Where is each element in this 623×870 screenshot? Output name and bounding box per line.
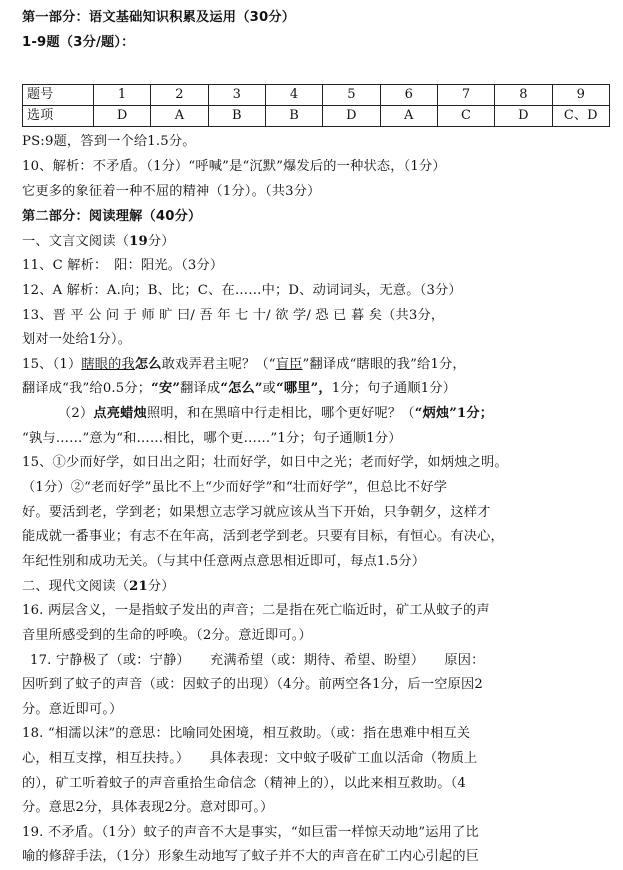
ps-note: PS:9题，答到一个给1.5分。 [22, 134, 196, 149]
table-cell: 9 [552, 85, 609, 106]
table-cell: 2 [151, 85, 208, 106]
table-cell: D [94, 106, 151, 127]
q17-line: 17. 宁静极了（或：宁静） 充满希望（或：期待、希望、盼望） 原因： [30, 653, 485, 668]
q15-part2-line: （2）点亮蜡烛照明，和在黑暗中行走相比，哪个更好呢？（“炳烛”1分； [58, 406, 494, 421]
q10-line: 10、解析：不矛盾。（1分）“呼喊”是“沉默”爆发后的一种状态，（1分） [22, 159, 446, 174]
section-classical-heading: 一、文言文阅读（19分） [22, 234, 175, 249]
q19-line: 19. 不矛盾。（1分）蚊子的声音不大是事实，“如巨雷一样惊天动地”运用了比 [22, 825, 479, 840]
section-modern-heading: 二、现代文阅读（21分） [22, 579, 175, 594]
table-row-answers [23, 106, 610, 127]
q13-line: 划对一处给1分）。 [22, 332, 132, 347]
q15-part3-line: 好。要活到老，学到老；如果想立志学习就应该从当下开始，只争朝夕，这样才 [22, 505, 491, 520]
q15-part1-line: 15、（1）瞎眼的我怎么敢戏弄君主呢？（“盲臣”翻译成“瞎眼的我”给1分， [22, 357, 466, 372]
table-cell: D [495, 106, 552, 127]
table-row-numbers [23, 85, 610, 106]
table-cell: 5 [323, 85, 380, 106]
q17-line: 分。意近即可。） [22, 702, 123, 717]
q15-part1-line: 翻译成“我”给0.5分；“安”翻译成“怎么”或“哪里”，1分；句子通顺1分） [22, 381, 457, 396]
q15-part3-line: 年纪性别和成功无关。（与其中任意两点意思相近即可，每点1.5分） [22, 554, 426, 569]
table-cell: B [265, 106, 322, 127]
part1-heading: 第一部分：语文基础知识积累及运用（30分） [22, 10, 296, 25]
table-cell: 4 [265, 85, 322, 106]
table-cell: B [208, 106, 265, 127]
table-cell-answer-label: 选项 [23, 106, 94, 127]
q15-part3-line: 15、①少而好学，如日出之阳；壮而好学，如日中之光；老而好学，如炳烛之明。 [22, 455, 508, 470]
table-cell: 1 [94, 85, 151, 106]
q18-line: 的），矿工听着蚊子的声音重拾生命信念（精神上的），以此来相互救助。（4 [22, 776, 466, 791]
table-cell: 6 [380, 85, 437, 106]
part1-subheading: 1-9题（3分/题）： [22, 35, 135, 50]
table-cell-header-label: 题号 [23, 85, 94, 106]
q16-line: 16. 两层含义，一是指蚊子发出的声音；二是指在死亡临近时，矿工从蚊子的声 [22, 603, 490, 618]
q17-line: 因听到了蚊子的声音（或：因蚊子的出现）（4分。前两空各1分，后一空原因2 [22, 677, 483, 692]
q13-line: 13、晋 平 公 问 于 师 旷 曰/ 吾 年 七 十/ 欲 学/ 恐 已 暮 矣（共3分， [22, 308, 445, 323]
table-cell: A [151, 106, 208, 127]
table-cell: 7 [437, 85, 494, 106]
table-cell: C、D [552, 106, 609, 127]
table-cell: D [323, 106, 380, 127]
q15-part3-line: （1分）②“老而好学”虽比不上“少而好学”和“壮而好学”，但总比不好学 [22, 480, 448, 495]
q19-line: 喻的修辞手法，（1分）形象生动地写了蚊子并不大的声音在矿工内心引起的巨 [22, 849, 480, 864]
part2-heading: 第二部分：阅读理解（40分） [22, 209, 202, 224]
q18-line: 心，相互支撑，相互扶持。） 具体表现：文中蚊子吸矿工血以活命（物质上 [22, 751, 478, 766]
q10-line: 它更多的象征着一种不屈的精神（1分）。（共3分） [22, 184, 321, 199]
q18-line: 分。意思2分，具体表现2分。意对即可。） [22, 800, 274, 815]
answer-table [22, 84, 610, 127]
q11-line: 11、C 解析： 阳：阳光。（3分） [22, 258, 224, 273]
q15-part3-line: 能成就一番事业；有志不在年高，活到老学到老。只要有目标，有恒心。有决心， [22, 529, 504, 544]
table-cell: 8 [495, 85, 552, 106]
q12-line: 12、A 解析：A.向；B、比；C、在……中；D、动词词头，无意。（3分） [22, 283, 462, 298]
q15-part2-line: “孰与……”意为“和……相比，哪个更……”1分；句子通顺1分） [22, 431, 402, 446]
table-cell: A [380, 106, 437, 127]
q16-line: 音里所感受到的生命的呼唤。（2分。意近即可。） [22, 628, 312, 643]
q18-line: 18. “相濡以沫”的意思：比喻同处困境，相互救助。（或：指在患难中相互关 [22, 726, 471, 741]
table-cell: 3 [208, 85, 265, 106]
table-cell: C [437, 106, 494, 127]
